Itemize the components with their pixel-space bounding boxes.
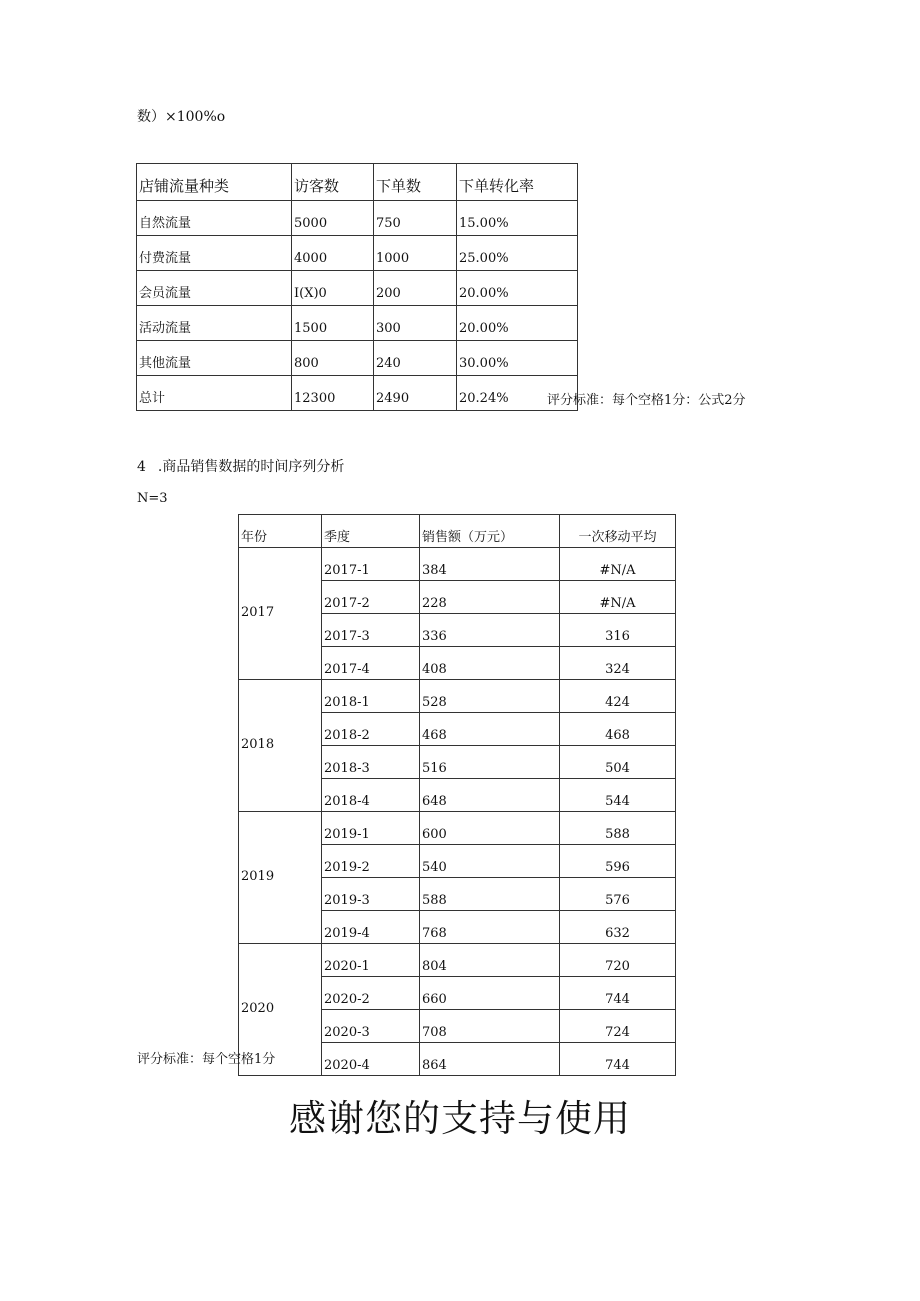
year-cell: 2019 (239, 812, 322, 944)
quarter-cell: 2017-3 (322, 614, 420, 647)
table-cell: 4000 (292, 236, 374, 271)
table-cell: 5000 (292, 201, 374, 236)
table-cell: 总计 (137, 376, 292, 411)
table-cell: 750 (374, 201, 457, 236)
table-cell: 15.00% (457, 201, 578, 236)
moving-average-cell: #N/A (560, 548, 676, 581)
column-header: 销售额（万元） (420, 515, 560, 548)
moving-average-cell: #N/A (560, 581, 676, 614)
column-header: 季度 (322, 515, 420, 548)
quarter-cell: 2019-4 (322, 911, 420, 944)
quarter-cell: 2017-1 (322, 548, 420, 581)
table-cell: 1000 (374, 236, 457, 271)
table-cell: 200 (374, 271, 457, 306)
moving-average-cell: 724 (560, 1010, 676, 1043)
traffic-conversion-table (136, 163, 578, 411)
formula-fragment: 数）×100%o (137, 109, 226, 125)
table-cell: 其他流量 (137, 341, 292, 376)
table-cell: 2490 (374, 376, 457, 411)
table-header-row (239, 515, 676, 548)
table-row (239, 548, 676, 581)
table-cell: 20.24% (457, 376, 578, 411)
moving-average-cell: 504 (560, 746, 676, 779)
moving-average-cell: 468 (560, 713, 676, 746)
table-row (239, 944, 676, 977)
table-cell: 自然流量 (137, 201, 292, 236)
quarter-cell: 2020-3 (322, 1010, 420, 1043)
sales-cell: 588 (420, 878, 560, 911)
sales-cell: 600 (420, 812, 560, 845)
moving-average-cell: 632 (560, 911, 676, 944)
moving-average-cell: 744 (560, 1043, 676, 1076)
table-row (239, 812, 676, 845)
table-row (137, 376, 578, 411)
table-header-row (137, 164, 578, 201)
sales-cell: 660 (420, 977, 560, 1010)
moving-average-cell: 544 (560, 779, 676, 812)
moving-average-cell: 316 (560, 614, 676, 647)
quarter-cell: 2017-2 (322, 581, 420, 614)
sales-cell: 384 (420, 548, 560, 581)
sales-cell: 540 (420, 845, 560, 878)
quarter-cell: 2018-2 (322, 713, 420, 746)
table-cell: 20.00% (457, 306, 578, 341)
sales-cell: 768 (420, 911, 560, 944)
table-cell: 240 (374, 341, 457, 376)
sales-cell: 228 (420, 581, 560, 614)
table-cell: 1500 (292, 306, 374, 341)
scoring-note-2: 评分标准：每个空格1分 (137, 1052, 276, 1067)
quarter-cell: 2020-4 (322, 1043, 420, 1076)
moving-average-cell: 424 (560, 680, 676, 713)
section-number: 4 (137, 459, 146, 475)
column-header: 访客数 (292, 164, 374, 201)
column-header: 下单转化率 (457, 164, 578, 201)
table-row (137, 271, 578, 306)
table-cell: 12300 (292, 376, 374, 411)
table-row (239, 680, 676, 713)
table-cell: 活动流量 (137, 306, 292, 341)
table-cell: 30.00% (457, 341, 578, 376)
sales-cell: 516 (420, 746, 560, 779)
scoring-note-1: 评分标准：每个空格1分：公式2分 (547, 393, 746, 408)
table-row (137, 306, 578, 341)
quarter-cell: 2019-2 (322, 845, 420, 878)
moving-average-cell: 720 (560, 944, 676, 977)
quarter-cell: 2018-1 (322, 680, 420, 713)
sales-cell: 804 (420, 944, 560, 977)
sales-cell: 708 (420, 1010, 560, 1043)
table-row (137, 341, 578, 376)
table-cell: 付费流量 (137, 236, 292, 271)
moving-average-cell: 744 (560, 977, 676, 1010)
quarter-cell: 2018-3 (322, 746, 420, 779)
table-cell: I(X)0 (292, 271, 374, 306)
quarter-cell: 2020-1 (322, 944, 420, 977)
sales-cell: 528 (420, 680, 560, 713)
column-header: 下单数 (374, 164, 457, 201)
section-title: .商品销售数据的时间序列分析 (157, 459, 345, 475)
sales-cell: 408 (420, 647, 560, 680)
moving-average-cell: 324 (560, 647, 676, 680)
quarter-cell: 2019-1 (322, 812, 420, 845)
moving-average-cell: 596 (560, 845, 676, 878)
table-cell: 20.00% (457, 271, 578, 306)
table-cell: 25.00% (457, 236, 578, 271)
table-row (137, 201, 578, 236)
quarter-cell: 2020-2 (322, 977, 420, 1010)
year-cell: 2018 (239, 680, 322, 812)
table-row (137, 236, 578, 271)
sales-cell: 336 (420, 614, 560, 647)
table-cell: 800 (292, 341, 374, 376)
closing-message: 感谢您的支持与使用 (289, 1097, 631, 1140)
sales-time-series-table (238, 514, 676, 1076)
moving-average-cell: 588 (560, 812, 676, 845)
quarter-cell: 2018-4 (322, 779, 420, 812)
moving-average-cell: 576 (560, 878, 676, 911)
column-header: 店铺流量种类 (137, 164, 292, 201)
table-cell: 300 (374, 306, 457, 341)
column-header: 一次移动平均 (560, 515, 676, 548)
n-parameter: N=3 (137, 491, 168, 506)
table-cell: 会员流量 (137, 271, 292, 306)
year-cell: 2017 (239, 548, 322, 680)
sales-cell: 648 (420, 779, 560, 812)
column-header: 年份 (239, 515, 322, 548)
quarter-cell: 2017-4 (322, 647, 420, 680)
sales-cell: 864 (420, 1043, 560, 1076)
year-cell: 2020 (239, 944, 322, 1076)
section-heading (137, 456, 344, 476)
quarter-cell: 2019-3 (322, 878, 420, 911)
sales-cell: 468 (420, 713, 560, 746)
